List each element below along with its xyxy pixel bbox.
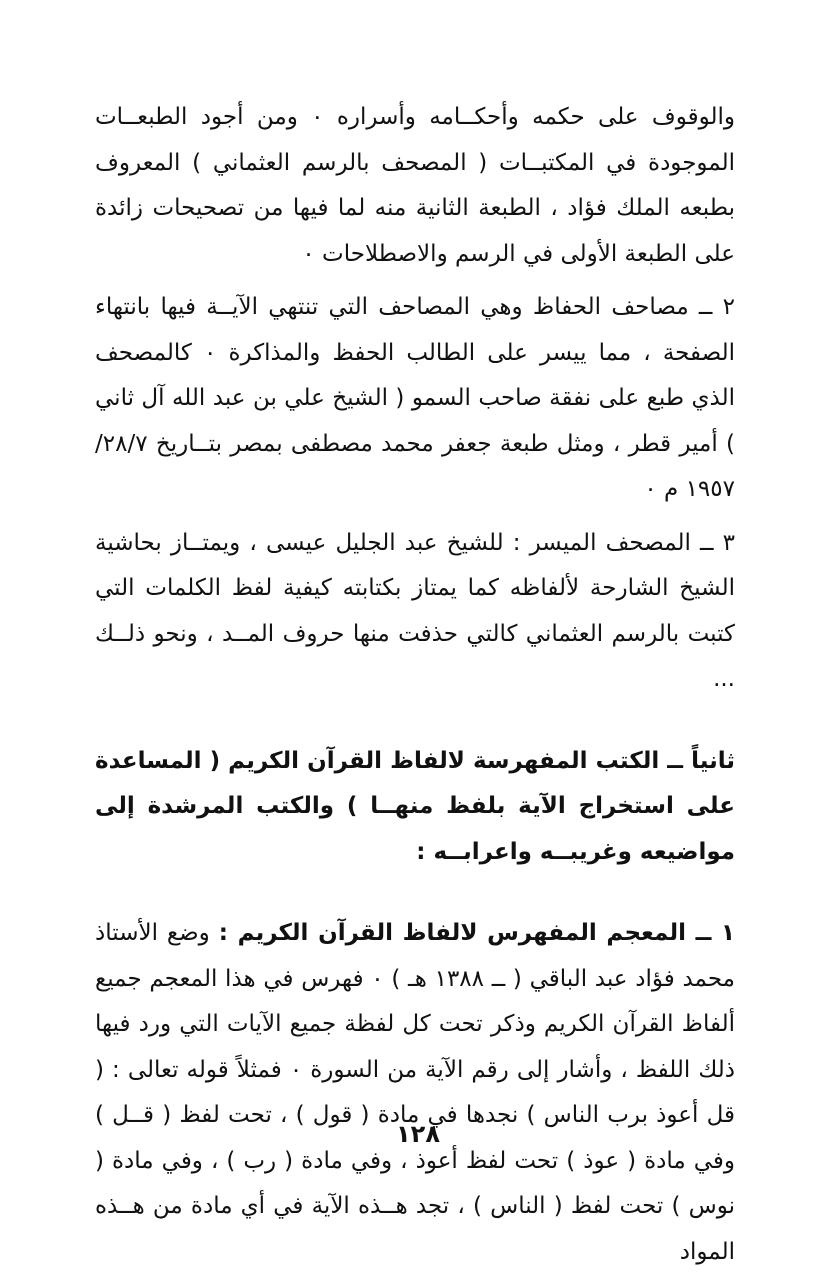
section-heading: ثانياً ــ الكتب المفهرسة لالفاظ القرآن الكريم ( المساعدة على استخراج الآية بلفظ منهــا ) والكتب المرشدة إلى مواضيعه وغريبــه واعرابــه : (95, 747, 735, 865)
paragraph-muyassar-mushaf: ٣ ــ المصحف الميسر : للشيخ عبد الجليل عيسى ، ويمتــاز بحاشية الشيخ الشارحة لألفاظه كما يمتاز بكتابته كيفية لفظ الكلمات التي كتبت بالرسم العثماني كالتي حذفت منها حروف المــد ، ونحو ذلــك ... (95, 529, 735, 692)
spacer (95, 277, 735, 285)
spacer (95, 513, 735, 521)
paragraph-huffaz-mushaf: ٢ ــ مصاحف الحفاظ وهي المصاحف التي تنتهي الآيــة فيها بانتهاء الصفحة ، مما ييسر على الطالب الحفظ والمذاكرة ٠ كالمصحف الذي طبع على نفقة صاحب السمو ( الشيخ علي بن عبد الله آل ثاني ) أمير قطر ، ومثل طبعة جعفر محمد مصطفى بمصر بتــاريخ ٢٨/٧/ ١٩٥٧ م ٠ (95, 294, 735, 502)
item-body: وضع الأستاذ محمد فؤاد عبد الباقي ( ــ ١٣٨٨ هـ ) ٠ فهرس في هذا المعجم جميع ألفاظ القرآن الكريم وذكر تحت كل لفظة جميع الآيات التي ورد فيها ذلك اللفظ ، وأشار إلى رقم الآية من السورة ٠ فمثلاً قوله تعالى : ( قل أعوذ برب الناس ) نجدها في مادة ( قول ) ، تحت لفظ ( قــل ) وفي مادة ( عوذ ) تحت لفظ أعوذ ، وفي مادة ( رب ) ، وفي مادة ( نوس ) تحت لفظ ( الناس ) ، تجد هــذه الآية في أي مادة من هــذه المواد (95, 920, 735, 1265)
page-number: ١٢٨ (396, 1120, 440, 1148)
item-title: ١ ــ المعجم المفهرس لالفاظ القرآن الكريم : (218, 920, 735, 946)
paragraph-mujam-mufahras (95, 911, 735, 1275)
paragraph-intro: والوقوف على حكمه وأحكــامه وأسراره ٠ ومن أجود الطبعــات الموجودة في المكتبــات ( المصحف بالرسم العثماني ) المعروف بطبعه الملك فؤاد ، الطبعة الثانية منه لما فيها من تصحيحات زائدة على الطبعة الأولى في الرسم والاصطلاحات ٠ (95, 104, 735, 267)
book-page (95, 95, 735, 1275)
spacer (95, 875, 735, 911)
spacer (95, 703, 735, 739)
